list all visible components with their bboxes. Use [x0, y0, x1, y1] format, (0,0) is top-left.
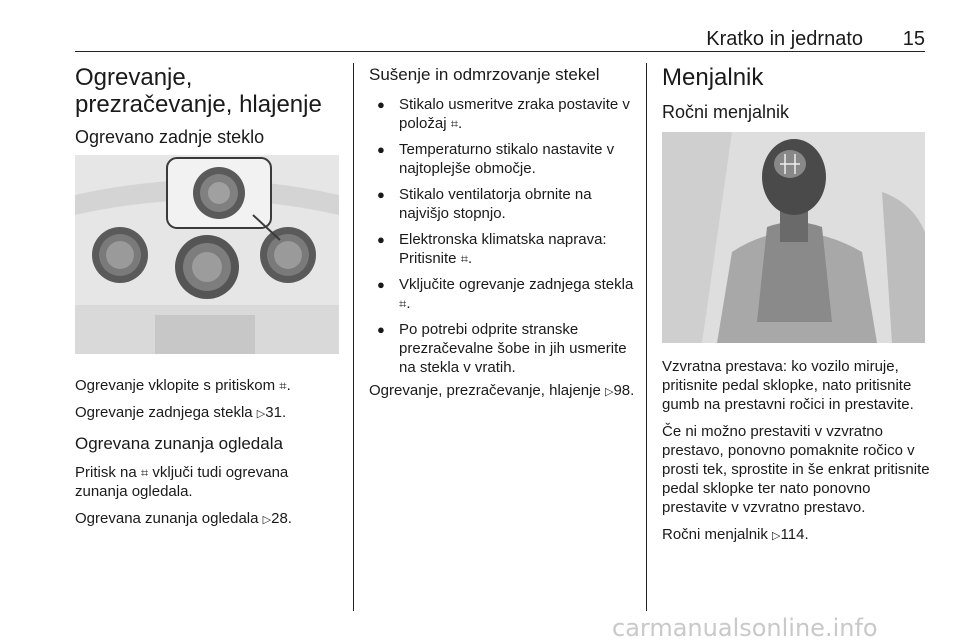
mirrors-ref-paragraph: Ogrevana zunanja ogledala ▷ 28. — [75, 509, 340, 530]
subsection-title-defrost: Sušenje in odmrzovanje stekel — [369, 65, 600, 84]
gear-shift-lever-figure-icon — [662, 132, 925, 343]
climate-ref-paragraph: Ogrevanje, prezračevanje, hlajenje ▷ 98. — [369, 381, 635, 402]
climate-control-figure — [75, 155, 339, 354]
page-header — [75, 28, 925, 50]
right-column-body — [662, 357, 932, 546]
list-item: ● Vključite ogrevanje zadnjega stekla ⌗. — [369, 275, 635, 313]
rear-window-ref-paragraph: Ogrevanje zadnjega stekla ▷ 31. — [75, 403, 340, 424]
list-item: ● Stikalo ventilatorja obrnite na najvišjo stopnjo. — [369, 185, 635, 223]
list-item: ● Temperaturno stikalo nastavite v najtoplejše območje. — [369, 140, 635, 178]
gear-shift-figure — [662, 132, 925, 343]
header-rule — [75, 51, 925, 52]
section-title-heating: Ogrevanje, prezračevanje, hlajenje — [75, 64, 322, 118]
manual-ref-paragraph: Ročni menjalnik ▷ 114. — [662, 525, 932, 546]
rear-defrost-icon: ⌗ — [140, 465, 149, 480]
middle-column — [369, 64, 635, 402]
defrost-steps-list — [369, 95, 635, 377]
list-item: ● Stikalo usmeritve zraka postavite v položaj ⌗. — [369, 95, 635, 133]
left-column — [75, 64, 340, 149]
page-ref-link[interactable]: 98 — [613, 382, 631, 399]
page-reference-icon — [257, 404, 265, 421]
subsection-title-manual: Ročni menjalnik — [662, 102, 790, 122]
section-title-transmission: Menjalnik — [662, 64, 764, 91]
reverse-gear-paragraph: Vzvratna prestava: ko vozilo miruje, pritisnite pedal sklopke, nato pritisnite gumb na prestavni ročici in prestavite. — [662, 358, 914, 413]
page-reference-icon — [772, 526, 780, 543]
page-number: 15 — [902, 28, 925, 50]
watermark: carmanualsonline.info — [612, 614, 878, 642]
page-ref-link[interactable]: 31 — [265, 404, 282, 421]
windshield-defrost-icon: ⌗ — [460, 251, 469, 266]
column-divider-2 — [646, 63, 647, 611]
subsection-title-rear-window: Ogrevano zadnje steklo — [75, 127, 265, 147]
rear-defrost-icon: ⌗ — [399, 296, 407, 311]
windshield-defrost-icon: ⌗ — [450, 116, 459, 131]
mirrors-paragraph: Pritisk na ⌗ vključi tudi ogrevana zunanja ogledala. — [75, 464, 289, 500]
subsection-title-mirrors: Ogrevana zunanja ogledala — [75, 434, 283, 453]
heating-on-paragraph: Ogrevanje vklopite s pritiskom ⌗. — [75, 377, 291, 394]
header-title: Kratko in jedrnato — [706, 28, 863, 50]
reverse-retry-paragraph: Če ni možno prestaviti v vzvratno prestavo, ponovno pomaknite ročico v prosti tek, sprostite in še enkrat pritisnite pedal sklopke ter nato ponovno prestavite v vzvratno prestavo. — [662, 423, 930, 516]
climate-control-knobs-figure-icon — [75, 155, 339, 354]
page-reference-icon — [263, 510, 271, 527]
rear-defrost-icon: ⌗ — [279, 378, 287, 393]
page-ref-link[interactable]: 28 — [271, 510, 288, 527]
right-column — [662, 64, 927, 124]
list-item: ● Elektronska klimatska naprava: Pritisnite ⌗. — [369, 230, 635, 268]
column-divider-1 — [353, 63, 354, 611]
page-ref-link[interactable]: 114 — [780, 526, 805, 543]
left-column-body — [75, 376, 340, 530]
list-item: ● Po potrebi odprite stranske prezračevalne šobe in jih usmerite na stekla v vratih. — [369, 320, 635, 377]
